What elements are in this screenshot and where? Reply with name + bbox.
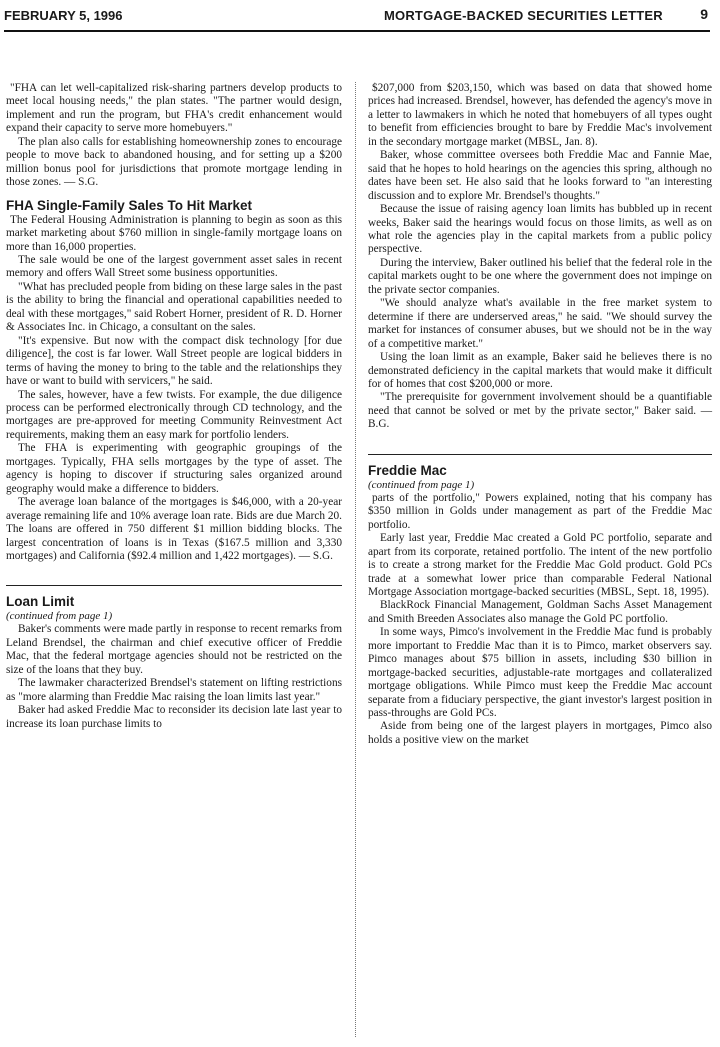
freddie-mac-paragraph: BlackRock Financial Management, Goldman Sachs Asset Management and Smith Breeden Associates also manage the Gold PC portfolio. [368,599,712,625]
loan-limit-continued-paragraph: Because the issue of raising agency loan limits has bubbled up in recent weeks, Baker said the hearings would focus on those limits, as well as on what role the agencies play in the capital markets from a public policy perspective. [368,203,712,256]
page-header [4,6,712,40]
freddie-mac-paragraph: parts of the portfolio," Powers explained, noting that his company has $350 million in Golds under management as part of the Freddie Mac portfolio. [368,491,712,531]
loan-limit-continued-paragraph: $207,000 from $203,150, which was based on data that showed home prices had increased. Brendsel, however, has defended the agency's move in a letter to lawmakers in which he noted that homebuyers of all types ought to benefit from efficiencies brought to bare by Freddie Mac's involvement in the secondary mortgage market (MBSL, Jan. 8). [368,82,712,148]
issue-date: FEBRUARY 5, 1996 [4,8,123,23]
loan-limit-continued-paragraph: During the interview, Baker outlined his belief that the federal role in the capital markets ought to be one where the government does not impinge on the private sector companies. [368,256,712,296]
right-column [368,82,712,747]
fha-paragraph: The Federal Housing Administration is planning to begin as soon as this market marketing about $760 million in single-family mortgage loans on more than 16,000 properties. [6,213,342,253]
freddie-mac-paragraph: Early last year, Freddie Mac created a Gold PC portfolio, separate and apart from its corporate, retained portfolio. The intent of the new portfolio is to create a strong market for the Freddie Mac Gold product. Gold PCs trade at a somewhat lower price than comparable Federal National Mortgage Association mortgage-backed securities (MBSL, Sept. 18, 1995). [368,532,712,598]
fha-paragraph: The FHA is experimenting with geographic groupings of the mortgages. Typically, FHA sells mortgages by the type of asset. The agency is hoping to discover if structuring sales organized around geography would make a difference to bidders. [6,442,342,495]
loan-limit-continued-paragraph: Using the loan limit as an example, Baker said he believes there is no demonstrated deficiency in the capital markets that would make it difficult for of homes that cost $200,000 or more. [368,351,712,390]
page-number: 9 [700,6,708,22]
loan-limit-paragraph: Baker's comments were made partly in response to recent remarks from Leland Brendsel, the chairman and chief executive officer of Freddie Mac, that the federal mortgage agencies should not be restricted on the size of the loans that they buy. [6,623,342,676]
freddie-mac-paragraph: Aside from being one of the largest players in mortgages, Pimco also holds a positive view on the market [368,720,712,746]
column-divider [355,82,356,1037]
freddie-mac-paragraph: In some ways, Pimco's involvement in the Freddie Mac fund is probably more important to Freddie Mac than it is to Pimco, market observers say. Pimco manages about $75 billion in assets, including $30 billion in mortgage-backed securities, adjustable-rate mortgages and collateralized mortgage obligations. While Pimco must keep the Freddie Mac account separate from a fiduciary perspective, the giant investor's largest position in pass-throughs are Gold PCs. [368,626,712,720]
fha-paragraph: "It's expensive. But now with the compact disk technology [for due diligence], the cost is far lower. Wall Street people are logical bidders in terms of having the money to bring to the table and the relationships they have or want to build with servicers," he said. [6,334,342,388]
loan-limit-headline: Loan Limit [6,594,75,610]
loan-limit-continued-paragraph: "We should analyze what's available in the free market system to determine if there are underserved areas," he said. "We should survey the market for instances of consumer abuses, but we should not be in the way of a competitive market." [368,297,712,350]
loan-limit-paragraph: The lawmaker characterized Brendsel's statement on lifting restrictions as "more alarming than Freddie Mac raising the loan limits last year." [6,677,342,703]
fha-paragraph: The sale would be one of the largest government asset sales in recent memory and offers Wall Street some business opportunities. [6,253,342,280]
fha-paragraph: "What has precluded people from biding on these large sales in the past is the ability to bring the financial and operational capabilities needed to deal with these mortgages," said Robert Horner, president of R. D. Horner & Associates Inc. in Chicago, a consultant on the sales. [6,280,342,334]
loan-limit-paragraph: Baker had asked Freddie Mac to reconsider its decision late last year to increase its loan purchase limits to [6,704,342,730]
continued-note: (continued from page 1) [368,478,475,491]
left-column [6,82,342,731]
fha-paragraph: The sales, however, have a few twists. For example, the due diligence process can be performed electronically through CD technology, and the mortgages are pre-approved for meeting Community Reinvestment Act requirements, making them an easy mark for portfolio lenders. [6,388,342,441]
intro-paragraph: "FHA can let well-capitalized risk-sharing partners develop products to meet local housing needs," the plan states. "The partner would design, implement and run the program, but FHA's credit enhancement would expand their capacity to serve more homebuyers." [6,82,342,135]
fha-headline: FHA Single-Family Sales To Hit Market [6,197,253,213]
intro-paragraph: The plan also calls for establishing homeownership zones to encourage people to move back to abandoned housing, and for setting up a $200 million bonus pool for jurisdictions that promote mortgage lending in those zones. — S.G. [6,135,342,189]
loan-limit-continued-paragraph: Baker, whose committee oversees both Freddie Mac and Fannie Mae, said that he hopes to hold hearings on the agencies this spring, although no dates have been set. He also said that he looks forward to "an interesting discussion and to explore Mr. Brendsel's thoughts." [368,149,712,202]
freddie-mac-headline: Freddie Mac [368,462,447,478]
fha-paragraph: The average loan balance of the mortgages is $46,000, with a 20-year average remaining life and 10% average loan rate. Bids are due March 20. The loans are offered in 750 different $1 million bidding blocks. The largest concentration of loans is in Texas ($167.5 million and 3,330 mortgages) and California ($92.4 million and 1,422 mortgages). — S.G. [6,496,342,562]
continued-note: (continued from page 1) [6,610,113,623]
loan-limit-continued-paragraph: "The prerequisite for government involvement should be a quantifiable need that cannot be solved or met by the private sector," Baker said. — B.G. [368,391,712,431]
publication-title: MORTGAGE-BACKED SECURITIES LETTER [384,8,663,23]
header-rule [4,30,710,32]
